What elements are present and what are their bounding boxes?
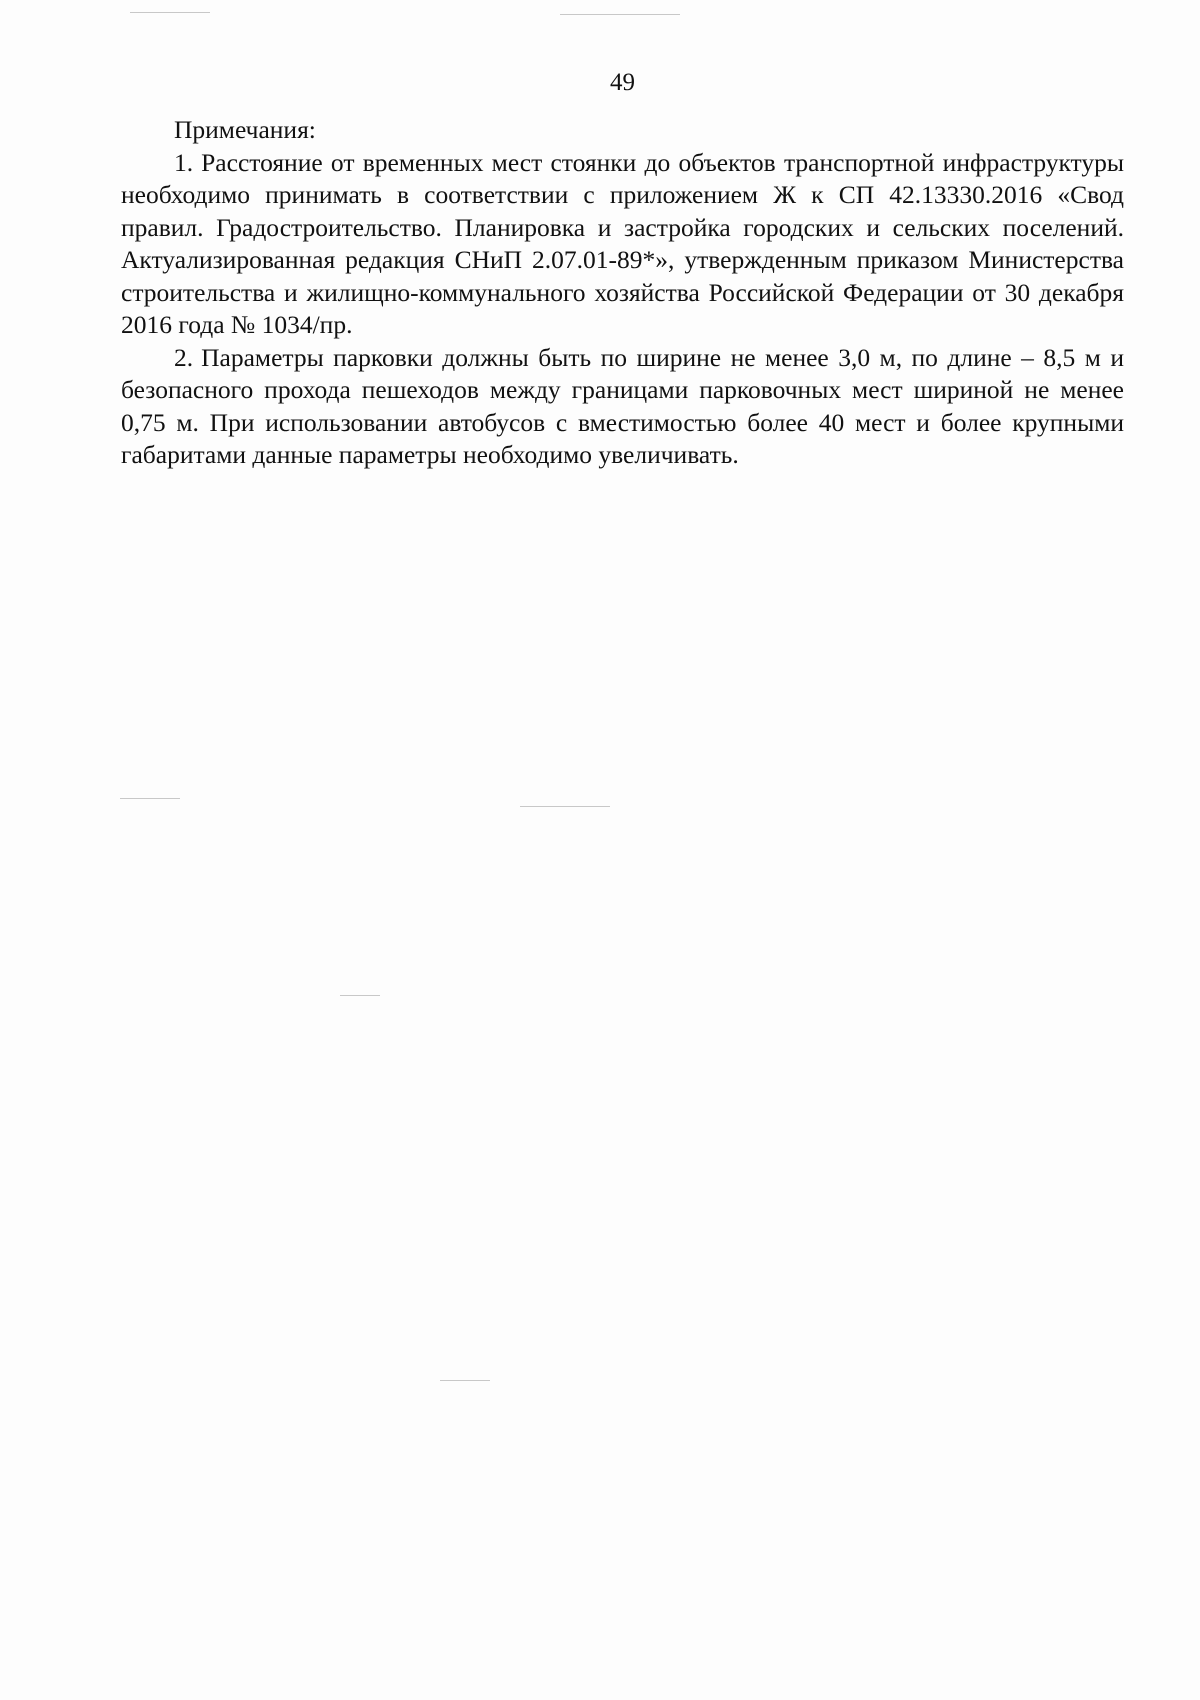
page-number: 49 bbox=[610, 69, 635, 96]
scan-artifact bbox=[340, 995, 380, 996]
notes-section bbox=[121, 114, 1124, 472]
scan-artifact bbox=[440, 1380, 490, 1381]
note-number: 2. bbox=[174, 342, 194, 372]
scan-artifact bbox=[520, 806, 610, 807]
note-text: Параметры парковки должны быть по ширине не менее 3,0 м, по длине – 8,5 м и безопасного прохода пешеходов между границами парковочных мест шириной не менее 0,75 м. При использовании автобусов с вместимостью более 40 мест и более крупными габаритами данные параметры необходимо увеличивать. bbox=[121, 342, 1124, 469]
scan-artifact bbox=[120, 798, 180, 799]
scan-artifact bbox=[560, 14, 680, 15]
notes-heading: Примечания: bbox=[174, 115, 316, 144]
scan-artifact bbox=[130, 12, 210, 13]
note-number: 1. bbox=[174, 147, 194, 177]
note-item bbox=[121, 147, 1124, 342]
note-item bbox=[121, 342, 1124, 472]
note-text: Расстояние от временных мест стоянки до объектов транспортной инфраструктуры необходимо принимать в соответствии с приложением Ж к СП 42.13330.2016 «Свод правил. Градостроительство. Планировка и застройка городских и сельских поселений. Актуализированная редакция СНиП 2.07.01-89*», утвержденным приказом Министерства строительства и жилищно-коммунального хозяйства Российской Федерации от 30 декабря 2016 года № 1034/пр. bbox=[121, 147, 1124, 339]
